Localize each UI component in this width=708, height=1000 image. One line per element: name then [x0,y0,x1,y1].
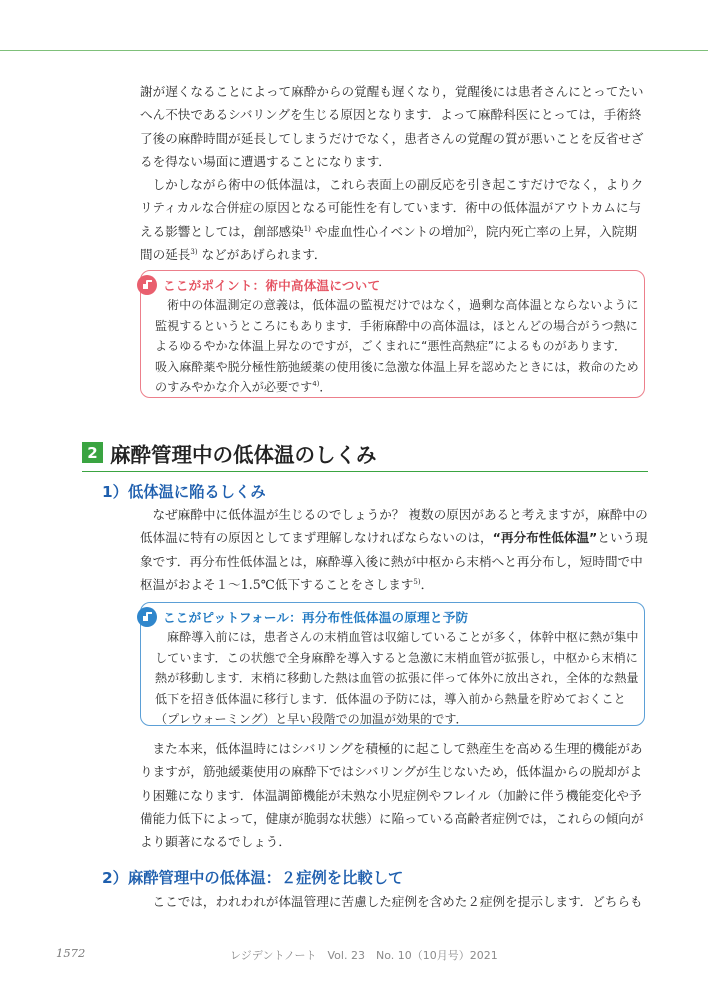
pitfall-box-title: ここがピットフォール：再分布性低体温の原理と予防 [163,610,469,625]
text-line: 低体温に特有の原因としてまず理解しなければならないのは，“再分布性低体温”という現 [140,530,648,546]
reference-3: 3) [190,247,198,256]
pitfall-box-body [155,627,639,730]
text-line: よるゆるやかな体温上昇なのですが，ごくまれに“悪性高熱症”によるものがあります． [155,339,627,353]
text-line: 了後の麻酔時間が延長してしまうだけでなく，患者さんの覚醒の質が悪いことを反省せざ [140,130,644,146]
text-line: のすみやかな介入が必要です$^{4)}$． [155,380,332,394]
section-title: 麻酔管理中の低体温のしくみ [110,443,377,467]
text-line: へん不快であるシバリングを生じる原因となります．よって麻酔科医にとっては，手術終 [140,107,642,123]
pitfall-box [140,602,645,726]
text-line: 謝が遅くなることによって麻酔からの覚醒も遅くなり，覚醒後には患者さんにとってたい [140,84,644,99]
text-line: りますが，筋弛緩薬使用の麻酔下ではシバリングが生じないため，低体温からの脱却がよ [140,764,643,780]
text-line: 麻酔導入前には，患者さんの末梢血管は収縮していることが多く，体幹中枢に熱が集中 [167,630,639,644]
text-line: しかしながら術中の低体温は，これら表面上の副反応を引き起こすだけでなく，よりク [152,177,644,192]
text-line: リティカルな合併症の原因となる可能性を有しています．術中の低体温がアウトカムに与 [140,200,642,216]
text-line: 備能力低下によって，健康が脆弱な状態）に陥っている高齢者症例では，これらの傾向が [140,810,644,826]
text-line: （プレウォーミング）と早い段階での加温が効果的です． [155,712,468,726]
paragraph-cases [140,890,650,913]
reference-5: 5) [413,577,421,586]
point-box-title: ここがポイント：術中高体温について [163,278,381,293]
journal-footer: レジデントノート Vol. 23 No. 10（10月号）2021 [230,949,498,962]
reference-4: 4) [312,380,320,388]
paragraph-redistribution [140,503,650,596]
reference-1: 1) [303,224,311,233]
text-line: より顕著になるでしょう． [140,834,291,850]
text-line: える影響としては，創部感染$^{1)}$ や虚血性心イベントの増加$^{2)}$，院内死亡率の上昇，入院期 [140,223,637,239]
text-line: り困難になります．体温調節機能が未熟な小児症例やフレイル（加齢に伴う機能変化や予 [140,787,642,803]
subsection-title-2: 2）麻酔管理中の低体温：２症例を比較して [102,869,404,887]
text-line: ここでは，われわれが体温管理に苦慮した症例を含めた２症例を提示します．どちらも [152,894,643,909]
text-line: しています．この状態で全身麻酔を導入すると急激に末梢血管が拡張し，中枢から末梢に [155,650,638,665]
point-box-body [155,295,639,398]
text-line: 監視するというところにもあります．手術麻酔中の高体温は，ほとんどの場合がうつ熱に [155,318,638,333]
section-rule [82,471,648,472]
subsection-title-1: 1）低体温に陥るしくみ [102,483,266,501]
text-line: 枢温がおよそ１〜1.5℃低下することをさします$^{5)}$． [140,576,434,592]
paragraph-intro [140,80,650,173]
paragraph-complications [140,173,650,266]
text-line: 間の延長$^{3)}$ などがあげられます． [140,246,327,262]
text-line: また本来，低体温時にはシバリングを積極的に起こして熱産生を高める生理的機能があ [152,741,643,756]
page-number: 1572 [56,946,86,960]
text-line: 象です．再分布性低体温とは，麻酔導入後に熱が中枢から末梢へと再分布し，短時間で中 [140,553,643,569]
pointing-hand-icon [137,275,157,295]
text-line: 熱が移動します．末梢に移動した熱は血管の拡張に伴って体外に放出され，全体的な熱量 [155,671,639,685]
text-line: なぜ麻酔中に低体温が生じるのでしょうか？ 複数の原因があると考えますが，麻酔中の [152,507,648,522]
point-box [140,270,645,398]
reference-2: 2) [466,224,474,233]
text-line: 吸入麻酔薬や脱分極性筋弛緩薬の使用後に急激な体温上昇を認めたときには，救命のため [155,359,639,374]
text-line: 低下を招き低体温に移行します．低体温の予防には，導入前から熱量を貯めておくこと [155,691,626,706]
paragraph-shivering [140,737,650,853]
section-number: 2 [82,442,103,463]
header-rule [0,50,708,51]
pointing-hand-icon [137,607,157,627]
text-line: るを得ない場面に遭遇することになります． [140,153,391,169]
emphasis-term: “再分布性低体温” [492,530,598,546]
text-line: 術中の体温測定の意義は，低体温の監視だけではなく，過剰な高体温とならないように [167,298,639,312]
